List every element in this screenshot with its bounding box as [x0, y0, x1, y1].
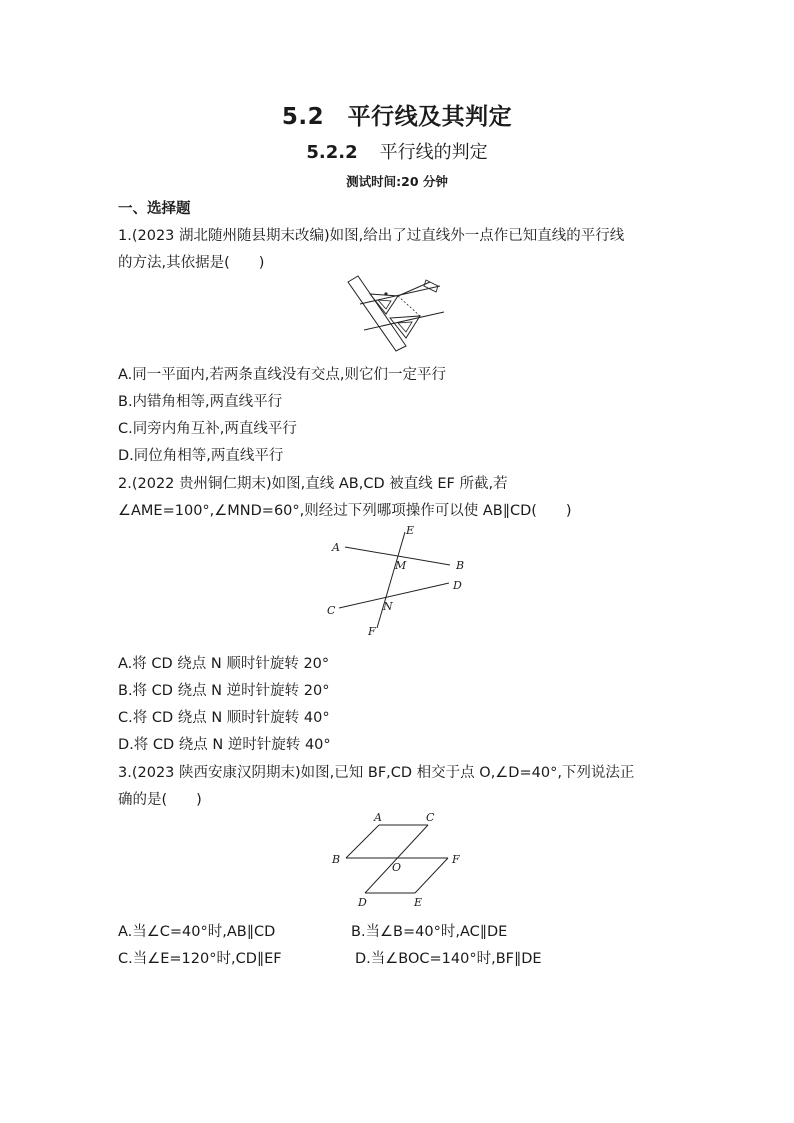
label-e: E	[414, 896, 423, 909]
page-subtitle	[0, 138, 794, 164]
q2-option-a: A.将 CD 绕点 N 顺时针旋转 20°	[118, 656, 330, 672]
dashed-move	[398, 296, 420, 316]
q2-stem-line1: 2.(2022 贵州铜仁期末)如图,直线 AB,CD 被直线 EF 所截,若	[118, 476, 508, 492]
q1-stem-line1: 1.(2023 湖北随州随县期末改编)如图,给出了过直线外一点作已知直线的平行线	[118, 228, 625, 244]
q3-option-d: D.当∠BOC=140°时,BF∥DE	[355, 951, 542, 967]
q2-stem-line2: ∠AME=100°,∠MND=60°,则经过下列哪项操作可以使 AB∥CD( )	[118, 503, 572, 519]
label-e: E	[406, 524, 415, 537]
q2-figure-transversal	[325, 524, 475, 640]
q2-option-b: B.将 CD 绕点 N 逆时针旋转 20°	[118, 683, 330, 699]
segment-fe	[415, 858, 448, 893]
line-ef	[377, 532, 405, 628]
q3-stem-line1: 3.(2023 陕西安康汉阴期末)如图,已知 BF,CD 相交于点 O,∠D=40°,下列说法正	[118, 765, 635, 781]
given-point	[384, 292, 387, 295]
label-m: M	[395, 559, 407, 572]
ruler-tab	[424, 280, 438, 292]
q1-stem-line2: 的方法,其依据是( )	[118, 255, 265, 271]
ruler-shape	[348, 276, 406, 351]
label-b: B	[332, 853, 341, 866]
q2-option-c: C.将 CD 绕点 N 顺时针旋转 40°	[118, 710, 330, 726]
line-cd	[339, 583, 449, 608]
label-c: C	[426, 811, 435, 824]
test-time: 测试时间:20 分钟	[346, 174, 448, 189]
q1-option-a: A.同一平面内,若两条直线没有交点,则它们一定平行	[118, 367, 446, 383]
q3-stem-line2: 确的是( )	[118, 792, 202, 808]
q1-option-b: B.内错角相等,两直线平行	[118, 394, 283, 410]
subtitle-number: 5.2.2	[306, 142, 358, 163]
label-a: A	[332, 541, 340, 554]
subtitle-text: 平行线的判定	[379, 142, 488, 163]
label-o: O	[392, 861, 402, 874]
q1-option-c: C.同旁内角互补,两直线平行	[118, 421, 297, 437]
label-f: F	[368, 625, 376, 638]
label-d: D	[453, 579, 462, 592]
segment-ab	[346, 825, 379, 858]
q2-option-d: D.将 CD 绕点 N 逆时针旋转 40°	[118, 737, 331, 753]
label-d: D	[358, 896, 367, 909]
segment-cd	[365, 825, 428, 893]
label-b: B	[456, 559, 465, 572]
section-heading: 一、选择题	[118, 201, 191, 217]
q3-figure-parallelograms	[330, 808, 470, 910]
q1-figure-triangle-ruler	[340, 276, 450, 351]
q3-option-b: B.当∠B=40°时,AC∥DE	[351, 924, 508, 940]
q3-option-a: A.当∠C=40°时,AB∥CD	[118, 924, 276, 940]
label-n: N	[383, 600, 393, 613]
q1-option-d: D.同位角相等,两直线平行	[118, 448, 284, 464]
label-a: A	[374, 811, 382, 824]
page-title: 5.2 平行线及其判定	[281, 104, 513, 130]
label-c: C	[327, 604, 336, 617]
q3-option-c: C.当∠E=120°时,CD∥EF	[118, 951, 282, 967]
label-f: F	[452, 853, 460, 866]
